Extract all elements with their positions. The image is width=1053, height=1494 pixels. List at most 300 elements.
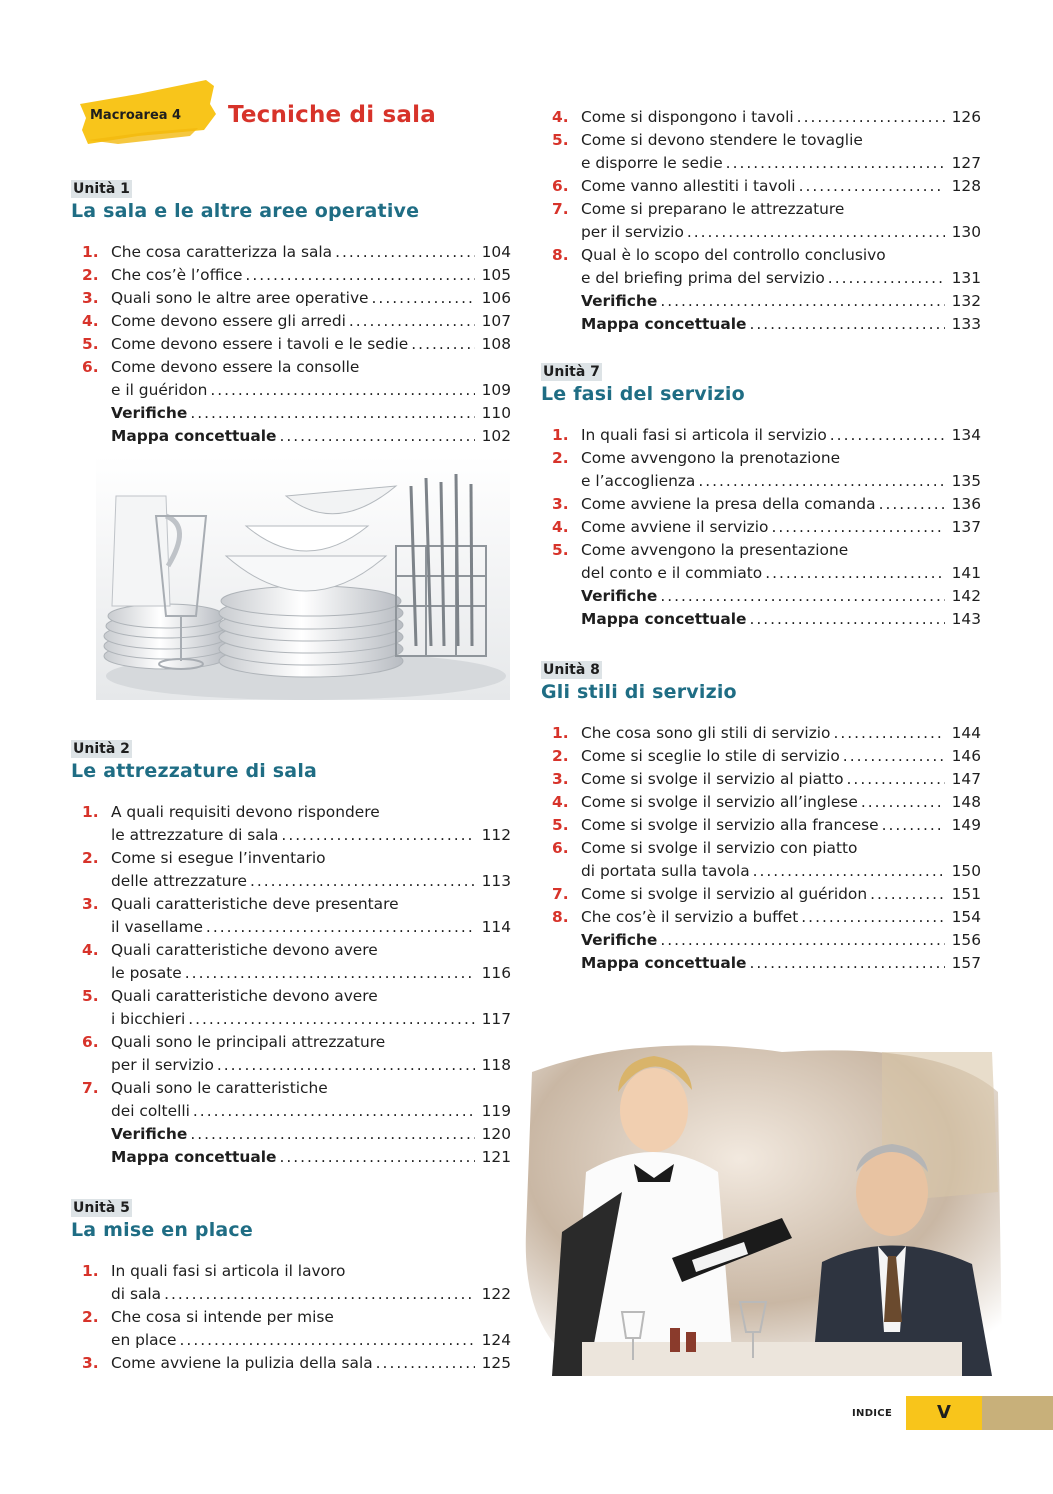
- dot-leader: [193, 1100, 475, 1123]
- dot-leader: [335, 241, 475, 264]
- toc-list: [71, 241, 511, 448]
- toc-entry: [541, 106, 981, 129]
- toc-entry-number: 1.: [552, 724, 569, 742]
- toc-entry-number: 8.: [552, 908, 569, 926]
- toc-entry-line: [541, 447, 981, 470]
- toc-entry-number: 5.: [82, 987, 99, 1005]
- toc-entry: [71, 985, 511, 1031]
- toc-page-number: 118: [481, 1056, 511, 1074]
- dot-leader: [210, 379, 475, 402]
- toc-page-number: 108: [481, 335, 511, 353]
- dot-leader: [411, 333, 475, 356]
- dot-leader: [765, 562, 945, 585]
- dot-leader: [833, 722, 945, 745]
- dot-leader: [771, 516, 945, 539]
- toc-entry-line: [71, 893, 511, 916]
- toc-entry-line: [71, 1054, 511, 1077]
- toc-entry-number: 6.: [82, 358, 99, 376]
- toc-entry-title: Come avviene il servizio: [581, 518, 769, 536]
- toc-entry-line: [71, 1123, 511, 1146]
- dot-leader: [217, 1054, 475, 1077]
- toc-entry-title: Che cosa caratterizza la sala: [111, 243, 333, 261]
- toc-entry-line: [541, 539, 981, 562]
- toc-entry: [71, 287, 511, 310]
- unit-5-continued-section: [541, 106, 981, 336]
- waiter-photo: [522, 1032, 1006, 1376]
- toc-entry-title: In quali fasi si articola il lavoro: [111, 1262, 346, 1280]
- toc-page-number: 147: [951, 770, 981, 788]
- dishes-photo: [96, 456, 510, 700]
- dot-leader: [749, 608, 945, 631]
- toc-entry: [71, 264, 511, 287]
- toc-entry-extra: [71, 1123, 511, 1146]
- toc-entry-line: [71, 1100, 511, 1123]
- toc-entry-line: [541, 267, 981, 290]
- toc-entry: [71, 241, 511, 264]
- toc-entry-number: 6.: [82, 1033, 99, 1051]
- toc-entry: [71, 310, 511, 333]
- toc-page-number: 106: [481, 289, 511, 307]
- unit-title: La mise en place: [71, 1219, 253, 1241]
- toc-page-number: 122: [481, 1285, 511, 1303]
- toc-entry-line: [71, 1352, 511, 1375]
- dot-leader: [164, 1283, 475, 1306]
- toc-page-number: 113: [481, 872, 511, 890]
- toc-entry-title: Verifiche: [581, 292, 658, 310]
- dot-leader: [879, 493, 945, 516]
- dot-leader: [206, 916, 475, 939]
- toc-entry-line: [71, 985, 511, 1008]
- toc-entry-title: di sala: [111, 1285, 162, 1303]
- dot-leader: [190, 402, 475, 425]
- toc-entry-number: 6.: [552, 177, 569, 195]
- toc-page-number: 114: [481, 918, 511, 936]
- toc-entry-title: Come devono essere i tavoli e le sedie: [111, 335, 409, 353]
- toc-page-number: 156: [951, 931, 981, 949]
- toc-entry-title: dei coltelli: [111, 1102, 190, 1120]
- toc-entry-title: Come si svolge il servizio alla francese: [581, 816, 879, 834]
- toc-entry-line: [541, 952, 981, 975]
- toc-entry-line: [71, 241, 511, 264]
- toc-entry-number: 1.: [82, 243, 99, 261]
- toc-page-number: 104: [481, 243, 511, 261]
- toc-entry-title: i bicchieri: [111, 1010, 186, 1028]
- toc-entry-extra: [541, 608, 981, 631]
- dot-leader: [185, 962, 475, 985]
- toc-list: [71, 1260, 511, 1375]
- toc-entry-title: e del briefing prima del servizio: [581, 269, 825, 287]
- toc-entry-number: 4.: [82, 941, 99, 959]
- toc-entry-extra: [541, 929, 981, 952]
- dot-leader: [250, 870, 475, 893]
- toc-entry-extra: [71, 402, 511, 425]
- dot-leader: [349, 310, 475, 333]
- toc-entry: [71, 1260, 511, 1306]
- toc-page-number: 110: [481, 404, 511, 422]
- toc-entry: [541, 539, 981, 585]
- toc-page-number: 148: [951, 793, 981, 811]
- toc-page-number: 133: [951, 315, 981, 333]
- toc-entry-number: 4.: [552, 793, 569, 811]
- toc-entry-title: del conto e il commiato: [581, 564, 763, 582]
- toc-entry-number: 3.: [82, 895, 99, 913]
- toc-entry: [541, 837, 981, 883]
- toc-entry-line: [541, 424, 981, 447]
- toc-page-number: 149: [951, 816, 981, 834]
- toc-entry-number: 1.: [82, 1262, 99, 1280]
- toc-entry-line: [541, 837, 981, 860]
- toc-entry-title: Verifiche: [581, 587, 658, 605]
- toc-page-number: 128: [951, 177, 981, 195]
- toc-entry: [541, 175, 981, 198]
- toc-entry-number: 5.: [552, 131, 569, 149]
- toc-entry: [71, 847, 511, 893]
- toc-entry-title: Mappa concettuale: [111, 1148, 277, 1166]
- toc-page-number: 154: [951, 908, 981, 926]
- toc-entry-line: [71, 1260, 511, 1283]
- toc-entry-title: Come avvengono la presentazione: [581, 541, 849, 559]
- toc-entry-title: Mappa concettuale: [581, 610, 747, 628]
- toc-entry-line: [541, 290, 981, 313]
- toc-entry-line: [541, 585, 981, 608]
- toc-entry-line: [71, 870, 511, 893]
- toc-entry-line: [71, 1031, 511, 1054]
- dot-leader: [753, 860, 945, 883]
- toc-entry-number: 6.: [552, 839, 569, 857]
- toc-entry-title: A quali requisiti devono rispondere: [111, 803, 380, 821]
- toc-entry-number: 2.: [82, 849, 99, 867]
- toc-entry: [541, 883, 981, 906]
- toc-entry-number: 7.: [82, 1079, 99, 1097]
- toc-entry-line: [71, 847, 511, 870]
- toc-entry-title: Quali caratteristiche deve presentare: [111, 895, 399, 913]
- footer-tan-band: [982, 1396, 1053, 1430]
- toc-entry-line: [541, 175, 981, 198]
- toc-page-number: 136: [951, 495, 981, 513]
- toc-entry-title: Come devono essere gli arredi: [111, 312, 346, 330]
- unit-2-section: [71, 738, 511, 1169]
- toc-entry-number: 7.: [552, 885, 569, 903]
- toc-entry-line: [541, 129, 981, 152]
- toc-entry-title: Verifiche: [581, 931, 658, 949]
- toc-entry-title: Che cos’è il servizio a buffet: [581, 908, 799, 926]
- toc-page-number: 127: [951, 154, 981, 172]
- toc-entry-title: Quali sono le caratteristiche: [111, 1079, 328, 1097]
- toc-entry-line: [71, 425, 511, 448]
- toc-page-number: 109: [481, 381, 511, 399]
- dot-leader: [698, 470, 945, 493]
- toc-entry-line: [71, 916, 511, 939]
- toc-entry-title: le attrezzature di sala: [111, 826, 279, 844]
- toc-page-number: 151: [951, 885, 981, 903]
- toc-entry: [541, 198, 981, 244]
- toc-entry-title: In quali fasi si articola il servizio: [581, 426, 827, 444]
- toc-entry-title: Come avviene la pulizia della sala: [111, 1354, 373, 1372]
- dot-leader: [749, 313, 945, 336]
- toc-entry-line: [71, 1306, 511, 1329]
- dot-leader: [830, 424, 945, 447]
- dot-leader: [801, 906, 945, 929]
- unit-label: Unità 2: [73, 741, 130, 757]
- tableware-illustration: [96, 456, 510, 700]
- toc-entry-title: Verifiche: [111, 404, 188, 422]
- dot-leader: [660, 929, 945, 952]
- toc-entry-line: [71, 402, 511, 425]
- toc-entry: [71, 1352, 511, 1375]
- toc-entry-extra: [541, 290, 981, 313]
- macroarea-title: Tecniche di sala: [228, 102, 436, 128]
- toc-entry-title: Quali sono le principali attrezzature: [111, 1033, 386, 1051]
- toc-entry-title: Come si svolge il servizio al guéridon: [581, 885, 868, 903]
- toc-entry-title: il vasellame: [111, 918, 203, 936]
- toc-page-number: 157: [951, 954, 981, 972]
- toc-list: [541, 424, 981, 631]
- toc-entry-title: delle attrezzature: [111, 872, 247, 890]
- dot-leader: [279, 1146, 475, 1169]
- toc-entry-title: e disporre le sedie: [581, 154, 723, 172]
- toc-entry-line: [541, 791, 981, 814]
- toc-page-number: 117: [481, 1010, 511, 1028]
- toc-entry-line: [541, 929, 981, 952]
- toc-list: [541, 106, 981, 336]
- footer-page-number: V: [937, 1402, 951, 1423]
- toc-entry-title: Quali sono le altre aree operative: [111, 289, 369, 307]
- toc-page-number: 120: [481, 1125, 511, 1143]
- dot-leader: [372, 287, 475, 310]
- toc-page-number: 107: [481, 312, 511, 330]
- toc-entry-extra: [541, 313, 981, 336]
- dot-leader: [687, 221, 945, 244]
- toc-entry-line: [71, 939, 511, 962]
- macroarea-header: [78, 78, 518, 158]
- toc-page-number: 125: [481, 1354, 511, 1372]
- dot-leader: [660, 290, 945, 313]
- toc-page-number: 137: [951, 518, 981, 536]
- toc-entry: [541, 791, 981, 814]
- restaurant-service-illustration: [522, 1032, 1006, 1376]
- toc-entry: [541, 129, 981, 175]
- unit-7-section: [541, 361, 981, 631]
- toc-page-number: 102: [481, 427, 511, 445]
- toc-entry-line: [541, 906, 981, 929]
- toc-entry: [541, 424, 981, 447]
- toc-entry-number: 2.: [552, 449, 569, 467]
- toc-entry-line: [541, 221, 981, 244]
- toc-entry: [71, 939, 511, 985]
- toc-page-number: 134: [951, 426, 981, 444]
- dot-leader: [828, 267, 945, 290]
- toc-entry-number: 3.: [82, 1354, 99, 1372]
- dot-leader: [190, 1123, 475, 1146]
- toc-page-number: 143: [951, 610, 981, 628]
- dot-leader: [726, 152, 945, 175]
- toc-entry-title: Che cos’è l’office: [111, 266, 243, 284]
- toc-entry: [541, 493, 981, 516]
- toc-list: [71, 801, 511, 1169]
- unit-8-section: [541, 659, 981, 975]
- toc-entry-title: Come avvengono la prenotazione: [581, 449, 841, 467]
- toc-entry: [71, 1306, 511, 1352]
- dot-leader: [188, 1008, 475, 1031]
- toc-page-number: 132: [951, 292, 981, 310]
- toc-entry: [71, 801, 511, 847]
- toc-page-number: 105: [481, 266, 511, 284]
- dot-leader: [861, 791, 945, 814]
- toc-entry: [71, 1077, 511, 1123]
- toc-entry-number: 2.: [82, 266, 99, 284]
- toc-entry-title: Come si svolge il servizio all’inglese: [581, 793, 858, 811]
- toc-page-number: 141: [951, 564, 981, 582]
- toc-entry: [71, 893, 511, 939]
- toc-entry-title: per il servizio: [111, 1056, 214, 1074]
- toc-entry-line: [541, 470, 981, 493]
- toc-entry: [541, 722, 981, 745]
- toc-entry: [541, 768, 981, 791]
- toc-entry: [541, 244, 981, 290]
- toc-entry-title: Mappa concettuale: [111, 427, 277, 445]
- toc-entry-number: 4.: [82, 312, 99, 330]
- unit-title: La sala e le altre aree operative: [71, 200, 420, 222]
- dot-leader: [660, 585, 945, 608]
- toc-entry-line: [71, 310, 511, 333]
- toc-entry-number: 2.: [82, 1308, 99, 1326]
- toc-entry-line: [541, 722, 981, 745]
- toc-entry-line: [71, 333, 511, 356]
- dot-leader: [279, 425, 475, 448]
- toc-entry: [541, 447, 981, 493]
- toc-entry-title: e il guéridon: [111, 381, 208, 399]
- toc-entry-line: [71, 1146, 511, 1169]
- toc-entry-extra: [541, 585, 981, 608]
- toc-entry-title: Come si svolge il servizio al piatto: [581, 770, 844, 788]
- toc-entry-line: [541, 244, 981, 267]
- toc-entry-extra: [541, 952, 981, 975]
- toc-entry-line: [71, 1077, 511, 1100]
- toc-page-number: 150: [951, 862, 981, 880]
- toc-entry-number: 1.: [82, 803, 99, 821]
- unit-label: Unità 5: [73, 1200, 130, 1216]
- toc-entry-title: le posate: [111, 964, 182, 982]
- dot-leader: [797, 106, 945, 129]
- dot-leader: [749, 952, 945, 975]
- toc-entry-line: [71, 379, 511, 402]
- toc-entry-line: [541, 745, 981, 768]
- toc-entry-title: Come si esegue l’inventario: [111, 849, 326, 867]
- toc-entry-line: [71, 264, 511, 287]
- macroarea-label: Macroarea 4: [90, 108, 182, 123]
- toc-entry-title: Verifiche: [111, 1125, 188, 1143]
- dot-leader: [376, 1352, 475, 1375]
- toc-page-number: 121: [481, 1148, 511, 1166]
- toc-entry-line: [541, 608, 981, 631]
- unit-1-section: [71, 178, 511, 448]
- toc-entry-title: Che cosa si intende per mise: [111, 1308, 334, 1326]
- dot-leader: [843, 745, 945, 768]
- toc-entry-number: 7.: [552, 200, 569, 218]
- toc-entry-line: [541, 562, 981, 585]
- toc-entry-title: Che cosa sono gli stili di servizio: [581, 724, 831, 742]
- unit-label: Unità 8: [543, 662, 600, 678]
- toc-entry-number: 3.: [82, 289, 99, 307]
- toc-entry-line: [71, 287, 511, 310]
- toc-entry: [541, 516, 981, 539]
- toc-page-number: 124: [481, 1331, 511, 1349]
- footer-index-label: INDICE: [852, 1408, 893, 1419]
- toc-entry-line: [541, 860, 981, 883]
- toc-entry-line: [541, 313, 981, 336]
- toc-entry-number: 5.: [552, 541, 569, 559]
- toc-entry-number: 5.: [552, 816, 569, 834]
- unit-title: Le attrezzature di sala: [71, 760, 318, 782]
- toc-page-number: 146: [951, 747, 981, 765]
- toc-entry: [71, 1031, 511, 1077]
- toc-entry: [71, 356, 511, 402]
- toc-entry-title: di portata sulla tavola: [581, 862, 750, 880]
- dot-leader: [245, 264, 475, 287]
- toc-entry-number: 1.: [552, 426, 569, 444]
- toc-entry-title: Come avviene la presa della comanda: [581, 495, 876, 513]
- toc-entry-number: 3.: [552, 770, 569, 788]
- toc-entry-title: Quali caratteristiche devono avere: [111, 941, 378, 959]
- toc-entry-title: Come si svolge il servizio con piatto: [581, 839, 858, 857]
- unit-title: Gli stili di servizio: [541, 681, 737, 703]
- toc-entry-extra: [71, 1146, 511, 1169]
- dot-leader: [847, 768, 945, 791]
- toc-entry-line: [71, 1329, 511, 1352]
- toc-entry-line: [541, 883, 981, 906]
- toc-page-number: 130: [951, 223, 981, 241]
- toc-page-number: 131: [951, 269, 981, 287]
- unit-5-section: [71, 1197, 511, 1375]
- toc-entry-line: [71, 962, 511, 985]
- toc-entry-title: Mappa concettuale: [581, 315, 747, 333]
- toc-entry-line: [71, 801, 511, 824]
- toc-entry: [541, 906, 981, 929]
- dot-leader: [799, 175, 945, 198]
- toc-page-number: 119: [481, 1102, 511, 1120]
- toc-entry-title: per il servizio: [581, 223, 684, 241]
- toc-entry-line: [541, 516, 981, 539]
- toc-page-number: 135: [951, 472, 981, 490]
- toc-entry-number: 4.: [552, 108, 569, 126]
- toc-entry-title: Qual è lo scopo del controllo conclusivo: [581, 246, 886, 264]
- toc-entry-title: Come si dispongono i tavoli: [581, 108, 794, 126]
- toc-entry-title: Mappa concettuale: [581, 954, 747, 972]
- toc-entry-line: [71, 824, 511, 847]
- toc-entry-title: Quali caratteristiche devono avere: [111, 987, 378, 1005]
- toc-entry-line: [541, 814, 981, 837]
- unit-label: Unità 7: [543, 364, 600, 380]
- toc-entry-line: [541, 152, 981, 175]
- toc-entry-line: [541, 106, 981, 129]
- toc-list: [541, 722, 981, 975]
- toc-entry-line: [541, 768, 981, 791]
- toc-page-number: 142: [951, 587, 981, 605]
- toc-entry: [541, 745, 981, 768]
- toc-entry-line: [541, 198, 981, 221]
- dot-leader: [882, 814, 945, 837]
- toc-entry-number: 8.: [552, 246, 569, 264]
- toc-page-number: 116: [481, 964, 511, 982]
- toc-entry-line: [541, 493, 981, 516]
- toc-page-number: 126: [951, 108, 981, 126]
- toc-entry-title: e l’accoglienza: [581, 472, 696, 490]
- toc-entry-line: [71, 1008, 511, 1031]
- toc-page-number: 112: [481, 826, 511, 844]
- toc-page-number: 144: [951, 724, 981, 742]
- toc-entry-title: Come si sceglie lo stile di servizio: [581, 747, 840, 765]
- toc-entry-number: 5.: [82, 335, 99, 353]
